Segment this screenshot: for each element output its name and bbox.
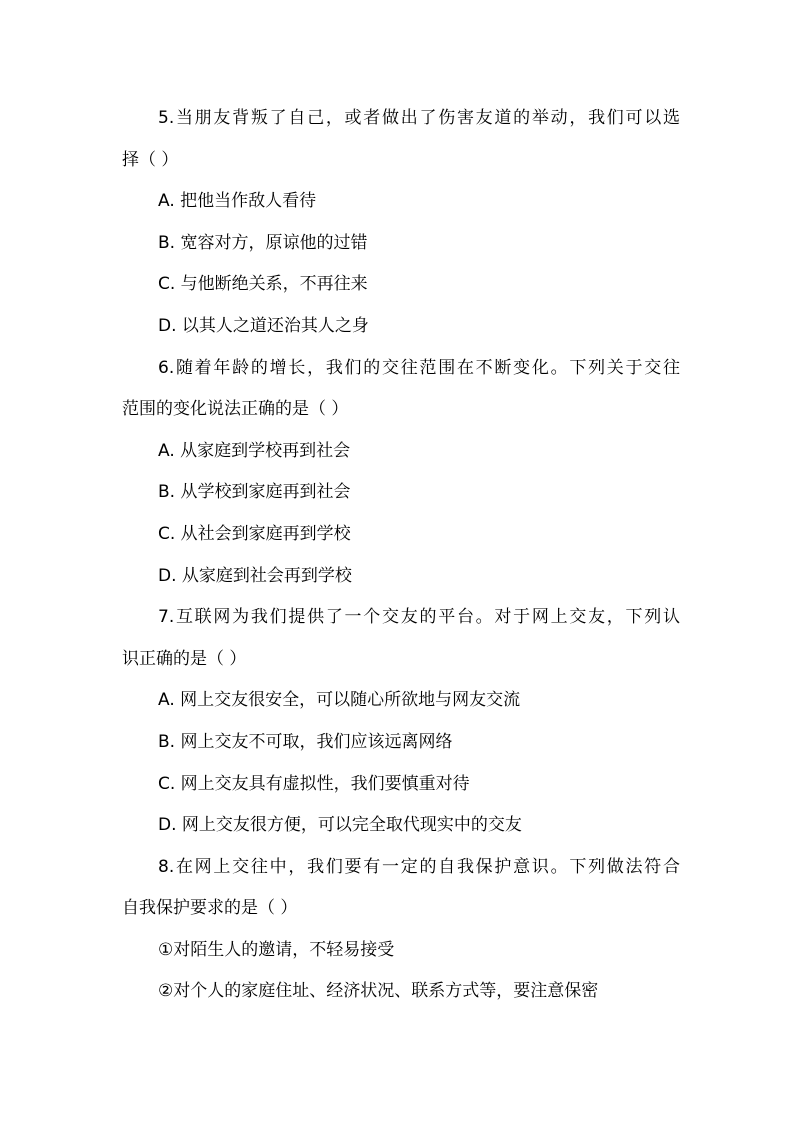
question-8-statement-2: ②对个人的家庭住址、经济状况、联系方式等，要注意保密: [158, 981, 599, 1002]
question-7-stem-line-2: 识正确的是（ ）: [122, 648, 247, 669]
question-6-option-a: A. 从家庭到学校再到社会: [158, 440, 351, 461]
question-7-option-c: C. 网上交友具有虚拟性，我们要慎重对待: [158, 773, 470, 794]
question-8-stem-line-1: 8.在网上交往中，我们要有一定的自我保护意识。下列做法符合: [158, 856, 680, 877]
question-7-option-b: B. 网上交友不可取，我们应该远离网络: [158, 731, 453, 752]
question-6-stem-line-1: 6.随着年龄的增长，我们的交往范围在不断变化。下列关于交往: [158, 357, 680, 378]
question-6-option-c: C. 从社会到家庭再到学校: [158, 523, 351, 544]
question-5-stem-line-1: 5.当朋友背叛了自己，或者做出了伤害友道的举动，我们可以选: [158, 108, 680, 128]
question-7-option-d: D. 网上交友很方便，可以完全取代现实中的交友: [158, 815, 522, 836]
question-8-stem-line-2: 自我保护要求的是（ ）: [122, 898, 298, 919]
question-5-option-c: C. 与他断绝关系，不再往来: [158, 274, 368, 295]
question-6-option-b: B. 从学校到家庭再到社会: [158, 482, 351, 503]
question-8-statement-1: ①对陌生人的邀请，不轻易接受: [158, 939, 395, 960]
question-5-stem-line-2: 择（ ）: [122, 149, 179, 170]
question-6-option-d: D. 从家庭到社会再到学校: [158, 565, 352, 586]
question-7-option-a: A. 网上交友很安全，可以随心所欲地与网友交流: [158, 690, 521, 711]
question-5-option-a: A. 把他当作敌人看待: [158, 191, 317, 212]
question-5-option-b: B. 宽容对方，原谅他的过错: [158, 232, 368, 253]
question-5-option-d: D. 以其人之道还治其人之身: [158, 315, 369, 336]
question-7-stem-line-1: 7.互联网为我们提供了一个交友的平台。对于网上交友，下列认: [158, 607, 680, 628]
question-list: [122, 100, 680, 1015]
question-6-stem-line-2: 范围的变化说法正确的是（ ）: [122, 399, 349, 420]
